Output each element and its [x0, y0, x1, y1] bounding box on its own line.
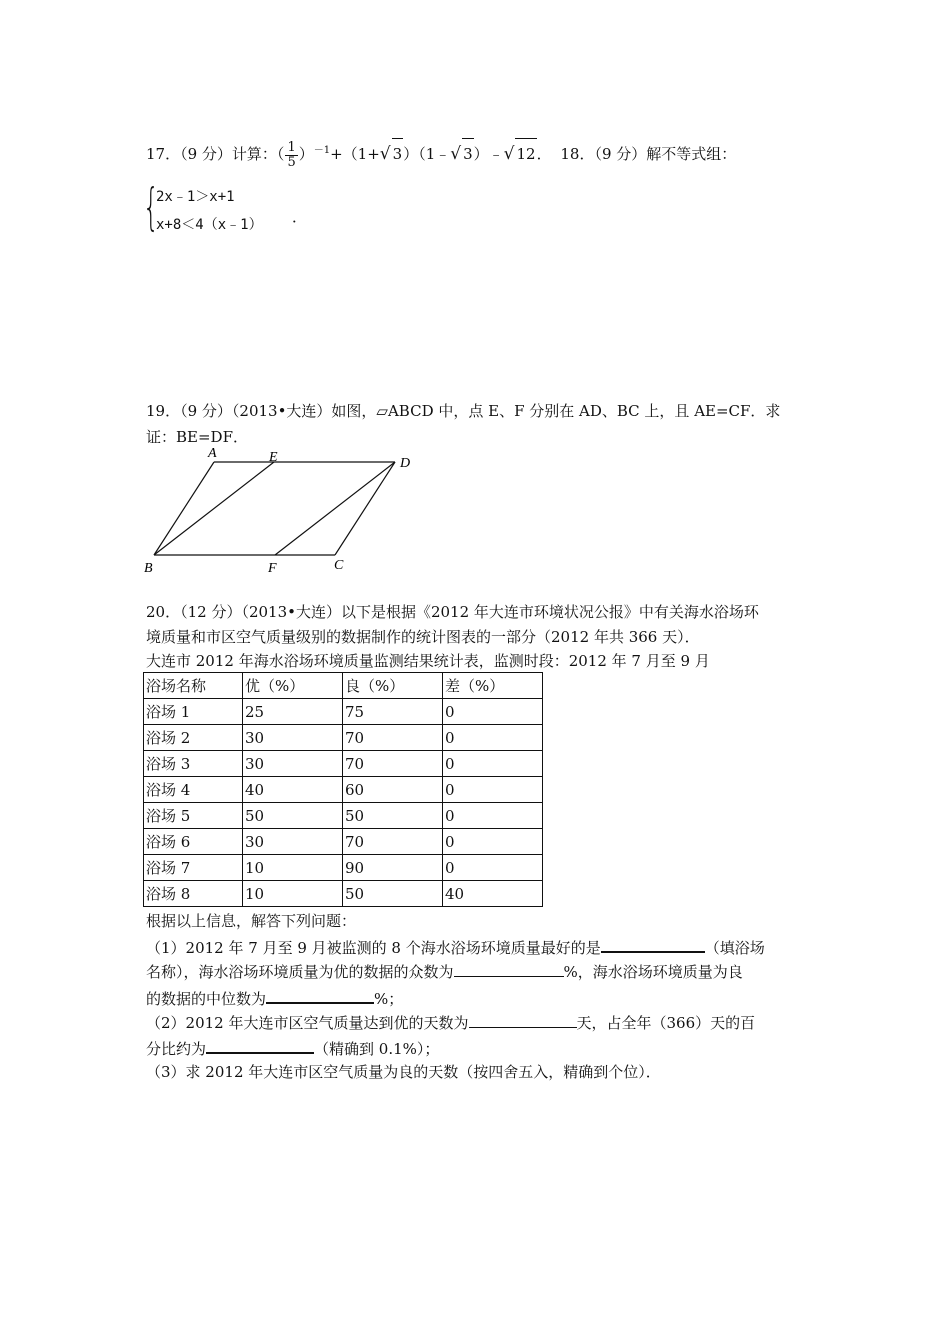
- table-cell: 25: [243, 699, 343, 725]
- table-header: 差（%）: [443, 673, 543, 699]
- table-cell: 90: [343, 855, 443, 881]
- table-cell: 0: [443, 777, 543, 803]
- radical-icon: √: [379, 144, 391, 164]
- table-cell: 70: [343, 829, 443, 855]
- table-row: [144, 829, 543, 855]
- table-cell: 0: [443, 699, 543, 725]
- q17-fraction: [285, 141, 297, 170]
- table-cell: 70: [343, 751, 443, 777]
- q20-part1-line3: [146, 987, 403, 1009]
- answer-blank-5[interactable]: [206, 1037, 314, 1054]
- q17-verb: 计算：: [231, 145, 277, 163]
- table-row: [144, 751, 543, 777]
- table-header: 浴场名称: [144, 673, 243, 699]
- table-header-row: [144, 673, 543, 699]
- label-A: A: [208, 446, 217, 461]
- table-cell: 50: [343, 803, 443, 829]
- q20-p1b: 名称），海水浴场环境质量为优的数据的众数为: [146, 963, 454, 981]
- q20-part1-line1: [146, 936, 765, 958]
- q20-p1a-end: （填浴场: [704, 939, 765, 957]
- q20-p1a: （1）2012 年 7 月至 9 月被监测的 8 个海水浴场环境质量最好的是: [146, 939, 601, 957]
- q20-part1-line2: [146, 961, 743, 982]
- q17-exponent: －1: [313, 145, 331, 156]
- system-brace-icon: {: [143, 178, 159, 236]
- q20-line1: 20．（12 分）（2013•大连）以下是根据《2012 年大连市环境状况公报》中有关海水浴场环: [146, 603, 759, 621]
- table-cell: 浴场 3: [144, 751, 243, 777]
- q18-inequality-2: x+8＜4（x﹣1）: [156, 217, 263, 233]
- radical-icon: √: [503, 144, 515, 164]
- q20-intro: 根据以上信息，解答下列问题：: [146, 912, 357, 930]
- q20-p1b-mid: %，海水浴场环境质量为良: [563, 963, 743, 981]
- q17-number: 17．: [146, 145, 181, 163]
- table-cell: 0: [443, 725, 543, 751]
- table-cell: 40: [443, 881, 543, 907]
- q20-table-caption: 大连市 2012 年海水浴场环境质量监测结果统计表，监测时段：2012 年 7 月至 9 月: [146, 652, 710, 670]
- radical-icon: √: [450, 144, 462, 164]
- table-cell: 0: [443, 855, 543, 881]
- q17-plus: +（1+: [330, 145, 380, 163]
- table-cell: 0: [443, 803, 543, 829]
- q19-line2: 证：BE=DF．: [146, 428, 248, 446]
- q17-frac-den: 5: [287, 154, 296, 170]
- q18-text: 解不等式组：: [646, 145, 737, 163]
- label-E: E: [269, 450, 278, 465]
- q18-score: （9 分）: [594, 145, 647, 163]
- q17-paren-open: （: [276, 145, 285, 163]
- table-cell: 30: [243, 829, 343, 855]
- table-row: [144, 803, 543, 829]
- table-cell: 60: [343, 777, 443, 803]
- table-row: [144, 777, 543, 803]
- q17-frac-num: 1: [287, 139, 296, 155]
- table-row: [144, 725, 543, 751]
- table-cell: 10: [243, 855, 343, 881]
- table-cell: 浴场 7: [144, 855, 243, 881]
- edge-DC: [335, 462, 395, 555]
- table-cell: 30: [243, 751, 343, 777]
- q20-line2: 境质量和市区空气质量级别的数据制作的统计图表的一部分（2012 年共 366 天）．: [146, 628, 700, 646]
- table-cell: 浴场 8: [144, 881, 243, 907]
- q20-p2b-end: （精确到 0.1%）；: [314, 1040, 440, 1058]
- q17-score: （9 分）: [180, 145, 232, 163]
- q20-p1c: 的数据的中位数为: [146, 990, 267, 1008]
- edge-AB: [154, 462, 214, 555]
- label-B: B: [144, 561, 153, 576]
- table-cell: 10: [243, 881, 343, 907]
- q20-part2-line2: [146, 1037, 439, 1059]
- segment-BE: [154, 462, 274, 555]
- table-cell: 50: [243, 803, 343, 829]
- table-cell: 浴场 6: [144, 829, 243, 855]
- parallelogram-figure: [140, 445, 430, 580]
- table-cell: 70: [343, 725, 443, 751]
- segment-DF: [275, 462, 395, 555]
- answer-blank-1[interactable]: [601, 936, 705, 953]
- table-header: 优（%）: [243, 673, 343, 699]
- q17-mid1: ）（1﹣: [403, 145, 451, 163]
- table-row: [144, 699, 543, 725]
- table-cell: 40: [243, 777, 343, 803]
- label-D: D: [400, 456, 411, 471]
- q20-p1c-end: %；: [374, 990, 404, 1008]
- label-F: F: [268, 561, 277, 576]
- beach-quality-table: [143, 672, 543, 907]
- q19-line1: 19．（9 分）（2013•大连）如图，▱ABCD 中，点 E、F 分别在 AD、BC 上，且 AE=CF．求: [146, 402, 781, 420]
- q17-rad3: 12: [515, 138, 536, 169]
- q17-rad2: 3: [462, 138, 474, 169]
- label-C: C: [334, 558, 344, 573]
- q17-end: ．: [536, 145, 552, 163]
- table-cell: 30: [243, 725, 343, 751]
- table-cell: 浴场 2: [144, 725, 243, 751]
- table-cell: 0: [443, 829, 543, 855]
- table-cell: 浴场 4: [144, 777, 243, 803]
- table-cell: 75: [343, 699, 443, 725]
- table-header: 良（%）: [343, 673, 443, 699]
- q17-paren-close: ）: [298, 145, 314, 163]
- answer-blank-2[interactable]: [454, 961, 564, 977]
- table-cell: 浴场 1: [144, 699, 243, 725]
- q20-p2a-end: 天，占全年（366）天的百: [576, 1014, 756, 1032]
- q20-p2a: （2）2012 年大连市区空气质量达到优的天数为: [146, 1014, 469, 1032]
- answer-blank-3[interactable]: [266, 987, 374, 1004]
- table-cell: 50: [343, 881, 443, 907]
- q18-end: ．: [292, 208, 308, 226]
- table-cell: 浴场 5: [144, 803, 243, 829]
- answer-blank-4[interactable]: [469, 1012, 577, 1028]
- question-17: [146, 136, 736, 170]
- q20-part3: （3）求 2012 年大连市区空气质量为良的天数（按四舍五入，精确到个位）．: [146, 1063, 661, 1081]
- q20-part2-line1: [146, 1012, 755, 1033]
- q18-number: 18．: [560, 145, 595, 163]
- table-cell: 0: [443, 751, 543, 777]
- table-row: [144, 881, 543, 907]
- q17-rad1: 3: [392, 138, 404, 169]
- q17-mid2: ）﹣: [473, 145, 504, 163]
- q18-inequality-1: 2x﹣1＞x+1: [156, 189, 235, 205]
- q20-p2b: 分比约为: [146, 1040, 207, 1058]
- table-row: [144, 855, 543, 881]
